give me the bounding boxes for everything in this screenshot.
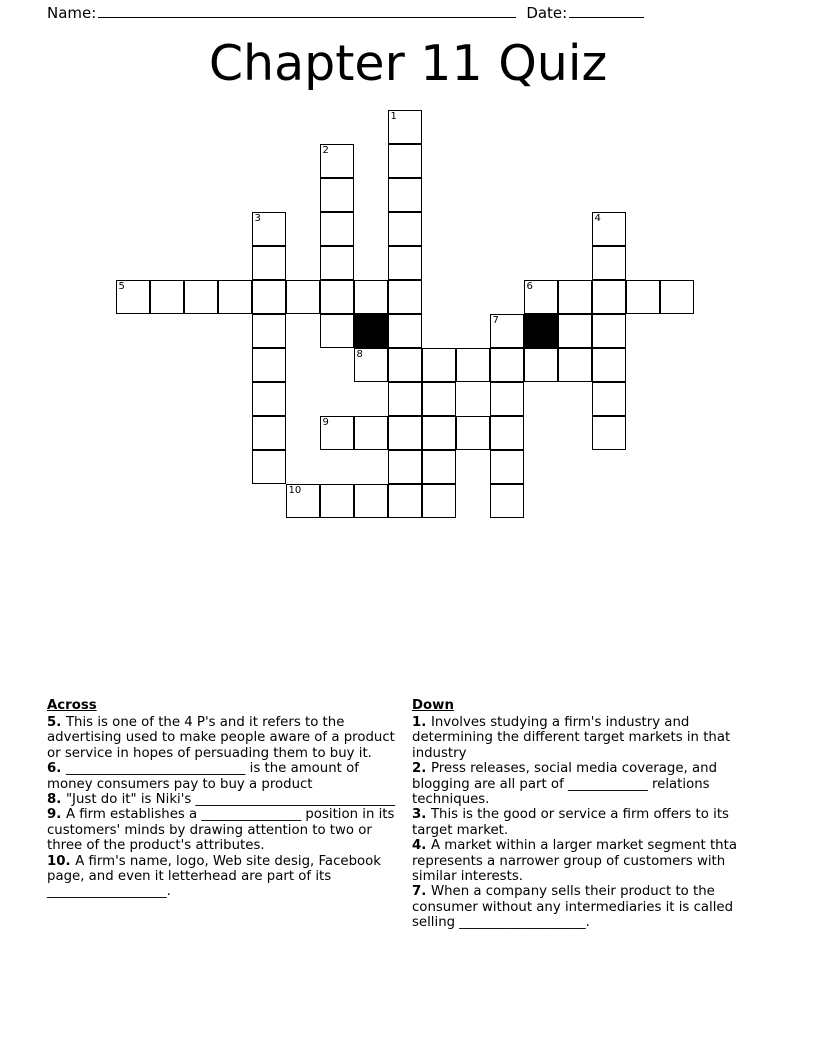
clue-across-9 — [47, 807, 407, 853]
crossword-cell[interactable] — [320, 178, 354, 212]
across-column — [47, 698, 407, 900]
crossword-cell[interactable] — [388, 450, 422, 484]
cell-number: 3 — [254, 213, 261, 224]
crossword-cell[interactable] — [354, 280, 388, 314]
cell-number: 5 — [118, 281, 125, 292]
crossword-cell[interactable] — [320, 280, 354, 314]
clue-number: 5. — [47, 715, 66, 730]
crossword-cell[interactable] — [422, 484, 456, 518]
cell-number: 10 — [288, 485, 302, 496]
crossword-cell[interactable] — [252, 416, 286, 450]
crossword-cell[interactable] — [490, 314, 524, 348]
clue-number: 2. — [412, 761, 431, 777]
clue-text: "Just do it" is Niki's ______________________________ — [65, 792, 395, 808]
across-heading: Across — [47, 698, 97, 713]
crossword-cell[interactable] — [592, 416, 626, 450]
crossword-block-cell — [524, 314, 558, 348]
crossword-cell[interactable] — [592, 382, 626, 416]
name-field-group — [47, 4, 516, 22]
cell-number: 4 — [594, 213, 601, 224]
clue-number: 10. — [47, 853, 76, 869]
crossword-cell[interactable] — [150, 280, 184, 314]
clue-text: When a company sells their product to the consumer without any intermediaries it is called selling ___________________. — [412, 884, 734, 931]
clue-number: 3. — [412, 807, 431, 823]
cell-number: 9 — [322, 417, 329, 428]
crossword-cell[interactable] — [388, 484, 422, 518]
crossword-cell[interactable] — [252, 280, 286, 314]
crossword-cell[interactable] — [422, 450, 456, 484]
crossword-cell[interactable] — [524, 348, 558, 382]
page-title: Chapter 11 Quiz — [208, 35, 608, 92]
crossword-cell[interactable] — [218, 280, 252, 314]
crossword-cell[interactable] — [388, 348, 422, 382]
clue-number: 4. — [412, 838, 431, 854]
crossword-cell[interactable] — [388, 144, 422, 178]
crossword-cell[interactable] — [320, 212, 354, 246]
date-field-group — [526, 4, 644, 22]
name-label: Name: — [47, 4, 97, 22]
clue-down-7 — [412, 884, 752, 930]
crossword-cell[interactable] — [320, 484, 354, 518]
crossword-cell[interactable] — [388, 178, 422, 212]
down-column — [412, 698, 752, 931]
crossword-cell[interactable] — [626, 280, 660, 314]
crossword-cell[interactable] — [388, 416, 422, 450]
crossword-cell[interactable] — [388, 212, 422, 246]
crossword-cell[interactable] — [388, 110, 422, 144]
cell-number: 1 — [390, 111, 397, 122]
clue-number: 6. — [47, 761, 66, 777]
crossword-cell[interactable] — [252, 314, 286, 348]
down-clue-list — [412, 715, 752, 931]
clue-across-6 — [47, 761, 407, 792]
clue-across-8 — [47, 792, 407, 807]
date-write-in-line[interactable] — [569, 4, 644, 18]
crossword-block-cell — [354, 314, 388, 348]
crossword-cell[interactable] — [490, 450, 524, 484]
cell-number: 7 — [492, 315, 499, 326]
crossword-cell[interactable] — [592, 314, 626, 348]
crossword-cell[interactable] — [388, 246, 422, 280]
clue-down-2 — [412, 761, 752, 807]
date-label: Date: — [526, 4, 568, 22]
crossword-cell[interactable] — [320, 144, 354, 178]
crossword-cell[interactable] — [354, 484, 388, 518]
clue-number: 1. — [412, 715, 431, 730]
crossword-cell[interactable] — [320, 314, 354, 348]
crossword-cell[interactable] — [490, 348, 524, 382]
crossword-cell[interactable] — [286, 484, 320, 518]
crossword-cell[interactable] — [388, 314, 422, 348]
down-heading: Down — [412, 698, 454, 713]
clue-across-5 — [47, 715, 407, 761]
name-write-in-line[interactable] — [98, 4, 516, 18]
clue-text: This is the good or service a firm offers to its target market. — [412, 807, 729, 838]
clue-text: Involves studying a firm's industry and determining the different target markets in that industry — [412, 715, 731, 761]
crossword-cell[interactable] — [558, 280, 592, 314]
crossword-cell[interactable] — [490, 484, 524, 518]
crossword-cell[interactable] — [456, 348, 490, 382]
cell-number: 8 — [356, 349, 363, 360]
cell-number: 6 — [526, 281, 533, 292]
crossword-cell[interactable] — [252, 348, 286, 382]
across-clue-list — [47, 715, 407, 900]
crossword-cell[interactable] — [456, 416, 490, 450]
crossword-cell[interactable] — [422, 382, 456, 416]
crossword-cell[interactable] — [524, 280, 558, 314]
crossword-cell[interactable] — [252, 246, 286, 280]
clue-text: This is one of the 4 P's and it refers to the advertising used to make people aware of a product or service in hopes of persuading them to buy it. — [47, 715, 395, 761]
crossword-cell[interactable] — [558, 314, 592, 348]
crossword-cell[interactable] — [252, 450, 286, 484]
crossword-cell[interactable] — [422, 348, 456, 382]
crossword-cell[interactable] — [490, 382, 524, 416]
clue-text: A firm establishes a _______________ position in its customers' minds by drawing attention to two or three of the product's attributes. — [47, 807, 395, 854]
crossword-cell[interactable] — [558, 348, 592, 382]
crossword-cell[interactable] — [252, 382, 286, 416]
clue-text: ___________________________ is the amount of money consumers pay to buy a product — [47, 761, 359, 792]
crossword-cell[interactable] — [354, 348, 388, 382]
clue-text: A market within a larger market segment thta represents a narrower group of customers with similar interests. — [412, 838, 737, 885]
clue-text: A firm's name, logo, Web site desig, Facebook page, and even it letterhead are part of its __________________. — [47, 853, 381, 900]
crossword-cell[interactable] — [286, 280, 320, 314]
clue-down-3 — [412, 807, 752, 838]
crossword-cell[interactable] — [388, 382, 422, 416]
clue-number: 7. — [412, 884, 431, 900]
clue-number: 9. — [47, 807, 66, 823]
cell-number: 2 — [322, 145, 329, 156]
crossword-cell[interactable] — [320, 416, 354, 450]
crossword-cell[interactable] — [354, 416, 388, 450]
crossword-cell[interactable] — [592, 246, 626, 280]
crossword-cell[interactable] — [490, 416, 524, 450]
crossword-cell[interactable] — [320, 246, 354, 280]
worksheet-header — [0, 0, 816, 26]
clue-down-1 — [412, 715, 752, 761]
crossword-cell[interactable] — [184, 280, 218, 314]
crossword-cell[interactable] — [592, 212, 626, 246]
crossword-cell[interactable] — [252, 212, 286, 246]
crossword-cell[interactable] — [422, 416, 456, 450]
clue-number: 8. — [47, 792, 66, 808]
crossword-cell[interactable] — [388, 280, 422, 314]
crossword-cell[interactable] — [116, 280, 150, 314]
crossword-cell[interactable] — [660, 280, 694, 314]
clue-down-4 — [412, 838, 752, 884]
clue-across-10 — [47, 854, 407, 900]
clue-text: Press releases, social media coverage, and blogging are all part of ____________ relations techniques. — [412, 761, 718, 808]
crossword-cell[interactable] — [592, 348, 626, 382]
crossword-cell[interactable] — [592, 280, 626, 314]
